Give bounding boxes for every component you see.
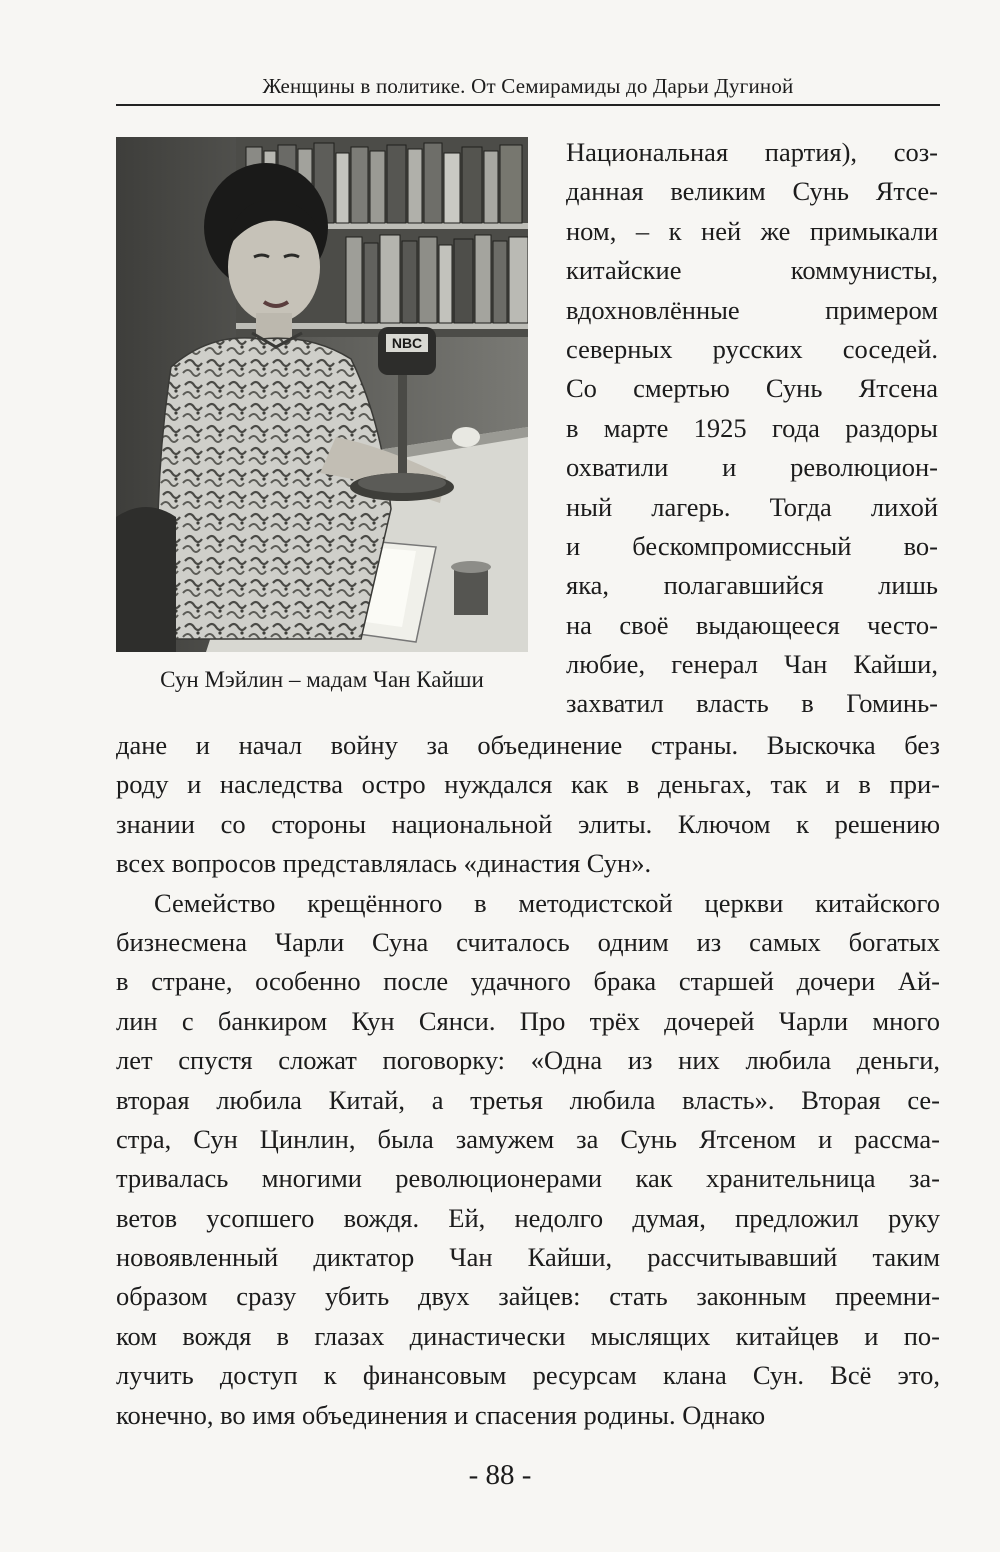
text-line: любие, генерал Чан Кайши, [566, 649, 938, 680]
page-number: - 88 - [468, 1459, 532, 1491]
text-line: на своё выдающееся често- [566, 609, 938, 640]
text-line: всех вопросов представлялась «династия Сун». [116, 848, 652, 879]
text-line: роду и наследства остро нуждался как в деньгах, так и в при- [116, 769, 940, 800]
text-line: северных русских соседей. [566, 333, 938, 364]
text-line: тривалась многими революционерами как хранительница за- [116, 1163, 940, 1194]
text-line: ветов усопшего вождя. Ей, недолго думая, предложил руку [116, 1202, 940, 1233]
right-column-text [566, 133, 938, 724]
microphone-label: NBC [391, 335, 423, 351]
text-line: образом сразу убить двух зайцев: стать законным преемни- [116, 1281, 940, 1312]
header-rule [116, 104, 940, 106]
text-line: ный лагерь. Тогда лихой [566, 491, 938, 522]
text-line: в стране, особенно после удачного брака старшей дочери Ай- [116, 966, 940, 997]
text-line: лет спустя сложат поговорку: «Одна из них любила деньги, [116, 1045, 940, 1076]
text-line: в марте 1925 года раздоры [566, 412, 938, 443]
text-line: захватил власть в Гоминь- [566, 688, 938, 719]
text-line: Национальная партия), соз- [566, 137, 938, 167]
text-line: конечно, во имя объединения и спасения родины. Однако [116, 1399, 766, 1430]
text-line: данная великим Сунь Ятсе- [566, 176, 938, 207]
text-line: и бескомпромиссный во- [566, 530, 938, 561]
text-line: Семейство крещённого в методистской церкви китайского [154, 887, 940, 918]
text-line: знании со стороны национальной элиты. Ключом к решению [116, 808, 940, 839]
text-line: ном, – к ней же примыкали [566, 215, 938, 246]
text-line: лин с банкиром Кун Сянси. Про трёх дочерей Чарли много [116, 1005, 940, 1036]
text-line: лучить доступ к финансовым ресурсам клана Сун. Всё это, [116, 1360, 940, 1391]
text-line: новоявленный диктатор Чан Кайши, рассчитывавший таким [116, 1242, 940, 1273]
text-line: Со смертью Сунь Ятсена [566, 373, 938, 404]
running-head: Женщины в политике. От Семирамиды до Дарьи Дугиной [262, 74, 794, 98]
full-width-text [116, 726, 940, 1435]
text-line: дане и начал войну за объединение страны. Выскочка без [116, 730, 940, 760]
text-line: вдохновлённые примером [566, 294, 938, 325]
text-line: яка, полагавшийся лишь [566, 570, 938, 601]
text-line: ком вождя в глазах династически мыслящих китайцев и по- [116, 1320, 940, 1351]
portrait-photo [116, 137, 528, 652]
photo-caption: Сун Мэйлин – мадам Чан Кайши [160, 667, 484, 692]
text-line: вторая любила Китай, а третья любила власть». Вторая се- [116, 1084, 940, 1115]
text-line: китайские коммунисты, [566, 255, 938, 286]
text-line: стра, Сун Цинлин, была замужем за Сунь Ятсеном и рассма- [116, 1123, 940, 1154]
text-line: бизнесмена Чарли Суна считалось одним из самых богатых [116, 926, 940, 957]
text-line: охватили и революцион- [566, 452, 938, 483]
